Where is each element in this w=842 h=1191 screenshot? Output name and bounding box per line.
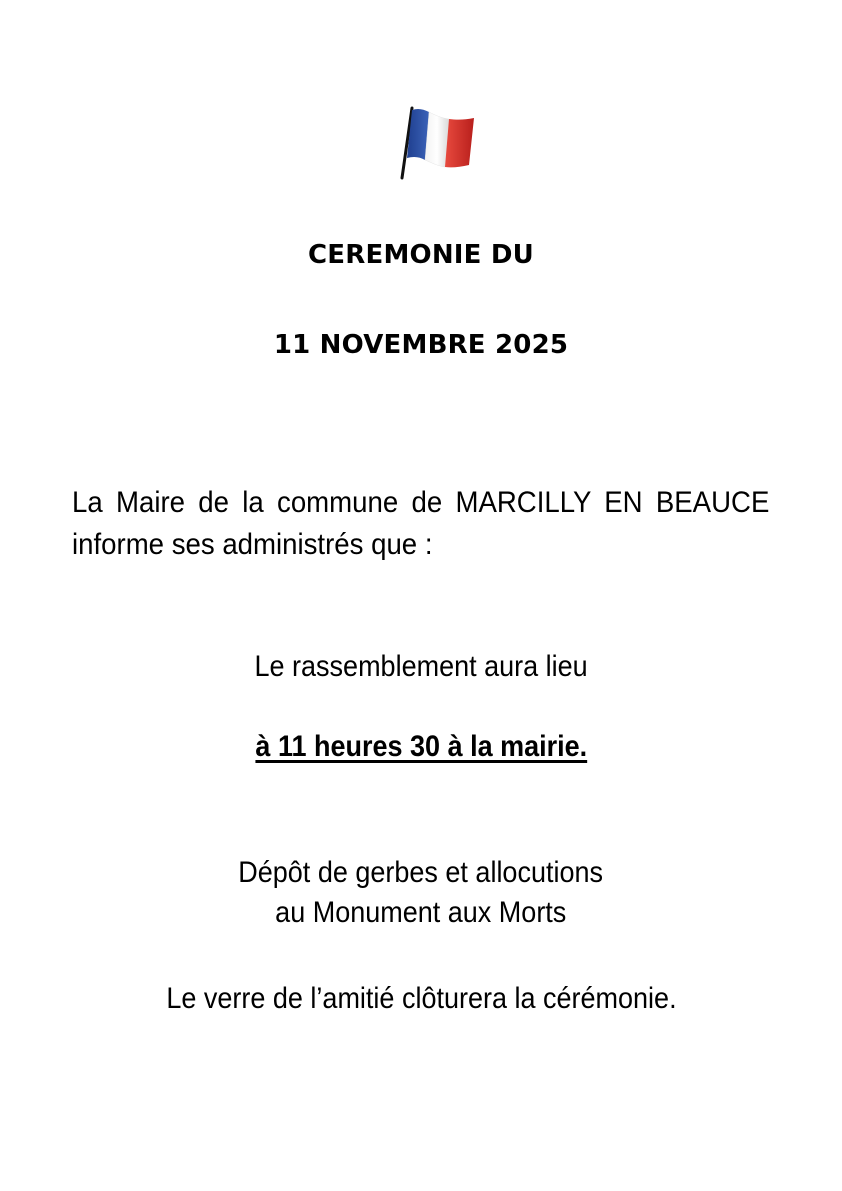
french-flag-icon bbox=[398, 104, 478, 180]
depot-line-1 bbox=[0, 856, 842, 890]
depot-line-1-label: Dépôt de gerbes et allocutions bbox=[238, 856, 604, 889]
verre-label: Le verre de l’amitié clôturera la cérémonie. bbox=[165, 982, 677, 1015]
verre-text bbox=[0, 982, 842, 1016]
heure-text bbox=[0, 730, 842, 764]
heure-label: à 11 heures 30 à la mairie. bbox=[255, 730, 587, 763]
title-line-1: CEREMONIE DU bbox=[308, 240, 534, 270]
intro-paragraph: La Maire de la commune de MARCILLY EN BEAUCE informe ses administrés que : bbox=[72, 486, 770, 561]
title-line-2: 11 NOVEMBRE 2025 bbox=[273, 330, 569, 360]
depot-line-2-label: au Monument aux Morts bbox=[275, 896, 567, 929]
rassemblement-text bbox=[0, 650, 842, 684]
depot-line-2 bbox=[0, 896, 842, 930]
rassemblement-label: Le rassemblement aura lieu bbox=[254, 650, 588, 683]
